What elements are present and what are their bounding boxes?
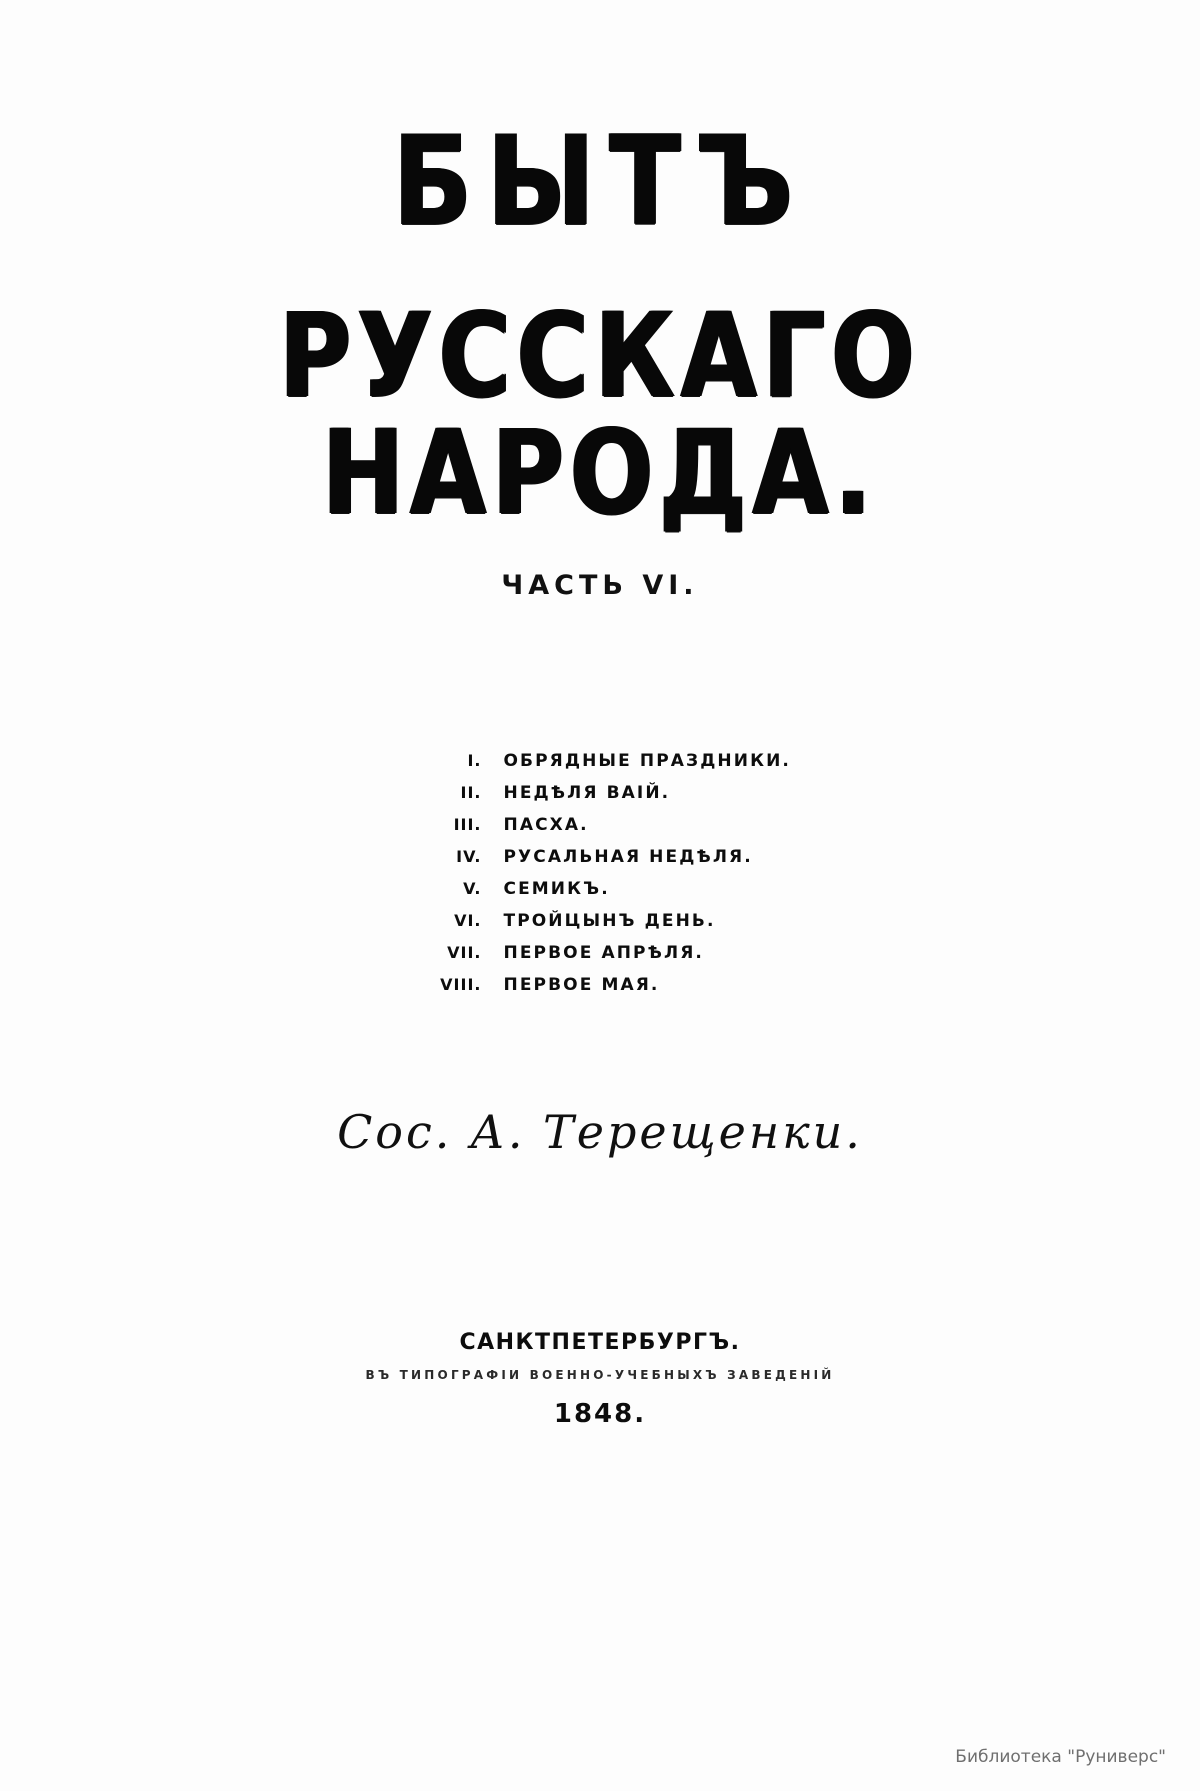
toc-item-label: СЕМИКЪ. <box>503 879 610 899</box>
toc-item-number: I. <box>467 751 482 770</box>
list-item <box>408 745 838 777</box>
toc-item-number: II. <box>460 783 482 802</box>
toc-item-number: VI. <box>454 911 482 930</box>
table-of-contents-list <box>363 745 838 1001</box>
author-line: Сос. А. Терещенки. <box>337 1105 863 1159</box>
list-item <box>408 777 838 809</box>
list-item <box>408 841 838 873</box>
list-item <box>408 969 838 1001</box>
table-of-contents <box>0 745 1200 1001</box>
list-item <box>408 873 838 905</box>
toc-item-label: НЕДѢЛЯ ВАIЙ. <box>503 783 671 803</box>
library-watermark: Библиотека "Руниверс" <box>955 1747 1166 1767</box>
imprint-publisher: ВЪ ТИПОГРАФІИ ВОЕННО-УЧЕБНЫХЪ ЗАВЕДЕНІЙ <box>365 1368 835 1382</box>
toc-item-label: ТРОЙЦЫНЪ ДЕНЬ. <box>503 911 716 931</box>
list-item <box>408 905 838 937</box>
list-item <box>408 809 838 841</box>
book-title-line-2: РУССКАГО НАРОДА. <box>279 287 921 541</box>
toc-item-number: VIII. <box>440 975 482 994</box>
imprint-year: 1848. <box>553 1399 647 1429</box>
toc-item-number: IV. <box>456 847 482 866</box>
book-title-line-1: БЫТЪ <box>392 109 808 254</box>
imprint-block <box>0 1330 1200 1429</box>
volume-part-label: ЧАСТЬ VI. <box>501 570 699 601</box>
book-title <box>0 109 1200 541</box>
toc-item-label: РУСАЛЬНАЯ НЕДѢЛЯ. <box>503 847 753 867</box>
toc-item-number: III. <box>453 815 482 834</box>
toc-item-label: ПАСХА. <box>503 815 589 835</box>
list-item <box>408 937 838 969</box>
toc-item-number: V. <box>463 879 482 898</box>
toc-item-label: ПЕРВОЕ МАЯ. <box>503 975 660 995</box>
toc-item-label: ОБРЯДНЫЕ ПРАЗДНИКИ. <box>503 751 791 771</box>
toc-item-label: ПЕРВОЕ АПРѢЛЯ. <box>503 943 704 963</box>
toc-item-number: VII. <box>447 943 482 962</box>
imprint-city: САНКТПЕТЕРБУРГЪ. <box>459 1330 741 1355</box>
